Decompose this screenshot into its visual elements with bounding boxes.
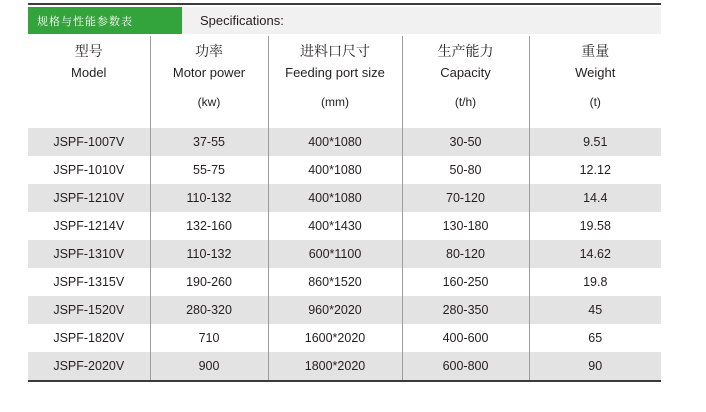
column-header-cn: 生产能力: [437, 43, 494, 59]
cell-capacity: 50-80: [402, 156, 529, 184]
cell-capacity: 80-120: [402, 240, 529, 268]
section-tag: 规格与性能参数表: [28, 7, 182, 34]
cell-model: JSPF-1310V: [28, 240, 150, 268]
cell-feeding-port-size: 400*1080: [268, 156, 402, 184]
cell-capacity: 400-600: [402, 324, 529, 352]
cell-feeding-port-size: 400*1080: [268, 128, 402, 156]
column-header-model: [28, 36, 150, 128]
table-header-row: [28, 36, 661, 128]
cell-motor-power: 110-132: [150, 184, 268, 212]
cell-weight: 19.8: [529, 268, 661, 296]
cell-weight: 90: [529, 352, 661, 381]
cell-feeding-port-size: 400*1430: [268, 212, 402, 240]
column-header-cn: 功率: [195, 43, 223, 59]
table-row: [28, 268, 661, 296]
cell-weight: 65: [529, 324, 661, 352]
cell-feeding-port-size: 400*1080: [268, 184, 402, 212]
column-header-unit: (t): [589, 95, 601, 109]
column-header-cn: 进料口尺寸: [300, 43, 370, 59]
column-header-en: Model: [71, 65, 107, 80]
cell-model: JSPF-1007V: [28, 128, 150, 156]
cell-weight: 19.58: [529, 212, 661, 240]
cell-model: JSPF-1520V: [28, 296, 150, 324]
cell-motor-power: 55-75: [150, 156, 268, 184]
column-header-feeding-port-size: [268, 36, 402, 128]
cell-model: JSPF-1010V: [28, 156, 150, 184]
column-header-en: Feeding port size: [285, 65, 385, 80]
cell-motor-power: 900: [150, 352, 268, 381]
table-row: [28, 296, 661, 324]
column-header-cn: 重量: [581, 43, 610, 59]
cell-capacity: 160-250: [402, 268, 529, 296]
column-header-en: Motor power: [172, 65, 246, 80]
table-row: [28, 212, 661, 240]
column-header-unit: (kw): [197, 95, 221, 109]
column-header-en: Capacity: [440, 65, 491, 80]
column-header-en: Weight: [575, 65, 616, 80]
cell-motor-power: 110-132: [150, 240, 268, 268]
cell-capacity: 130-180: [402, 212, 529, 240]
cell-weight: 12.12: [529, 156, 661, 184]
cell-model: JSPF-2020V: [28, 352, 150, 381]
cell-motor-power: 37-55: [150, 128, 268, 156]
cell-motor-power: 132-160: [150, 212, 268, 240]
cell-model: JSPF-1315V: [28, 268, 150, 296]
column-header-unit: (mm): [321, 95, 349, 109]
column-header-unit: (t/h): [454, 95, 477, 109]
cell-weight: 14.4: [529, 184, 661, 212]
cell-weight: 45: [529, 296, 661, 324]
column-header-cn: 型号: [74, 43, 103, 59]
table-row: [28, 184, 661, 212]
table-row: [28, 128, 661, 156]
cell-feeding-port-size: 860*1520: [268, 268, 402, 296]
top-rule: [28, 3, 661, 5]
cell-weight: 14.62: [529, 240, 661, 268]
section-title: Specifications:: [182, 7, 661, 34]
cell-motor-power: 280-320: [150, 296, 268, 324]
column-header-capacity: [402, 36, 529, 128]
cell-feeding-port-size: 960*2020: [268, 296, 402, 324]
table-row: [28, 352, 661, 381]
specifications-table: [28, 36, 661, 382]
cell-motor-power: 190-260: [150, 268, 268, 296]
cell-capacity: 600-800: [402, 352, 529, 381]
cell-feeding-port-size: 1800*2020: [268, 352, 402, 381]
table-row: [28, 324, 661, 352]
cell-capacity: 30-50: [402, 128, 529, 156]
cell-weight: 9.51: [529, 128, 661, 156]
cell-feeding-port-size: 600*1100: [268, 240, 402, 268]
cell-capacity: 280-350: [402, 296, 529, 324]
column-header-weight: [529, 36, 661, 128]
cell-feeding-port-size: 1600*2020: [268, 324, 402, 352]
cell-model: JSPF-1214V: [28, 212, 150, 240]
cell-capacity: 70-120: [402, 184, 529, 212]
cell-model: JSPF-1820V: [28, 324, 150, 352]
cell-model: JSPF-1210V: [28, 184, 150, 212]
cell-motor-power: 710: [150, 324, 268, 352]
table-row: [28, 156, 661, 184]
column-header-motor-power: [150, 36, 268, 128]
table-row: [28, 240, 661, 268]
